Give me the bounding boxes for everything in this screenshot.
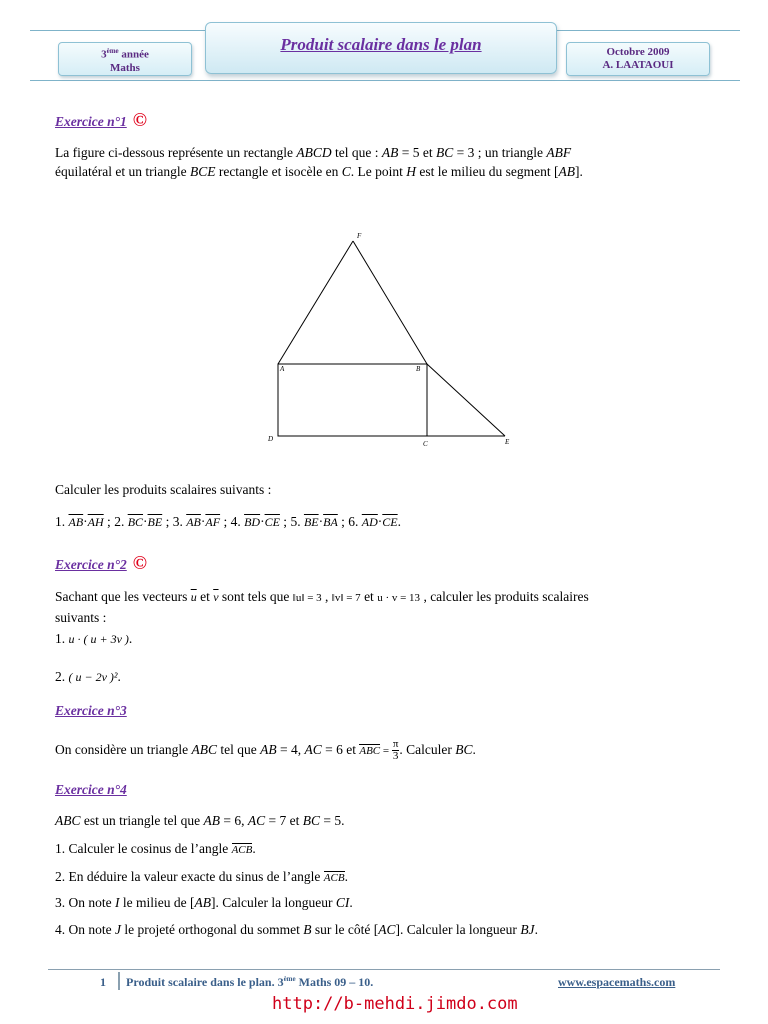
copyright-icon: ©	[132, 553, 147, 574]
header-title-box	[205, 22, 557, 74]
exercise-3-title: Exercice n°3	[55, 703, 127, 718]
ex1-items-line	[55, 513, 401, 531]
header-date-box	[566, 42, 710, 76]
date-label: Octobre 2009	[606, 46, 670, 58]
ex1-item-4: 4. $\overline{BD}\cdot\overline{CE}$ ;	[230, 514, 291, 529]
exercise-2-title: Exercice n°2 ©	[55, 553, 147, 574]
ex2-question-2: 2. ( u − 2v )².	[55, 669, 121, 684]
ex1-item-1: 1. $\overline{AB}\cdot\overline{AH}$ ;	[55, 514, 115, 529]
label-A: A	[280, 365, 285, 373]
label-C: C	[423, 440, 428, 448]
ex1-item-6: 6. $\overline{AD}\cdot\overline{CE}$.	[348, 514, 402, 529]
fraction-pi-over-3: $\frac{\pi}{3}$	[392, 738, 399, 763]
page-number: 1	[100, 975, 106, 989]
author-label: A. LAATAOUI	[602, 59, 674, 71]
ex2-line-1: Sachant que les vecteurs $\overline{u}$ et $\overline{v}$ sont tels que ‖u‖ = 3 , ‖v‖ = 7 et u · v = 13 , calculer les produits scalaires	[55, 589, 589, 604]
rectangle-ABCD	[278, 364, 427, 436]
ex1-intro-line-2: équilatéral et un triangle BCE rectangle et isocèle en C. Le point H est le milieu du segment [AB].	[55, 164, 583, 179]
label-B: B	[416, 365, 421, 373]
label-E: E	[505, 438, 510, 446]
exercise-1-title: Exercice n°1 ©	[55, 110, 147, 131]
footer-site-link[interactable]: www.espacemaths.com	[558, 975, 676, 989]
segment-FB	[353, 241, 427, 364]
ex1-question: Calculer les produits scalaires suivants :	[55, 482, 272, 497]
footer-divider	[118, 972, 120, 990]
segment-AF	[278, 241, 353, 364]
ex4-intro: ABC est un triangle tel que AB = 6, AC = 7 et BC = 5.	[55, 813, 345, 828]
ex1-item-5: 5. $\overline{BE}\cdot\overline{BA}$ ;	[290, 514, 349, 529]
footer-url-link[interactable]: http://b-mehdi.jimdo.com	[272, 994, 518, 1014]
geometry-figure	[260, 228, 520, 453]
ex4-question-4: 4. On note J le projeté orthogonal du sommet B sur le côté [AC]. Calculer la longueur BJ.	[55, 922, 538, 937]
segment-BE	[427, 364, 505, 436]
ex4-question-2: 2. En déduire la valeur exacte du sinus de l’angle ACB.	[55, 869, 348, 884]
header-level-box	[58, 42, 192, 76]
ex1-intro-line-1: La figure ci-dessous représente un rectangle ABCD tel que : AB = 5 et BC = 3 ; un triangle ABF	[55, 145, 572, 160]
ex1-item-2: 2. $\overline{BC}\cdot\overline{BE}$ ;	[114, 514, 173, 529]
ex2-line-2: suivants :	[55, 610, 107, 625]
page-title: Produit scalaire dans le plan	[280, 35, 482, 54]
copyright-icon: ©	[132, 110, 147, 131]
label-D: D	[268, 435, 274, 443]
level-label: 3ème année	[101, 47, 149, 61]
header-rule-bottom	[30, 80, 740, 81]
footer-rule	[48, 969, 720, 970]
ex4-question-1: 1. Calculer le cosinus de l’angle ACB.	[55, 841, 256, 856]
label-F: F	[357, 232, 362, 240]
footer-title: Produit scalaire dans le plan. 3ème Maths 09 – 10.	[126, 975, 374, 989]
ex1-item-3: 3. $\overline{AB}\cdot\overline{AF}$ ;	[172, 514, 231, 529]
exercise-4-title: Exercice n°4	[55, 782, 127, 797]
subject-label: Maths	[110, 61, 140, 74]
ex2-question-1: 1. u · ( u + 3v ).	[55, 631, 133, 646]
ex4-question-3: 3. On note I le milieu de [AB]. Calculer la longueur CI.	[55, 895, 353, 910]
ex3-line: On considère un triangle ABC tel que AB = 4, AC = 6 et ABC = $\frac{\pi}{3}$ . Calculer BC.	[55, 738, 476, 763]
